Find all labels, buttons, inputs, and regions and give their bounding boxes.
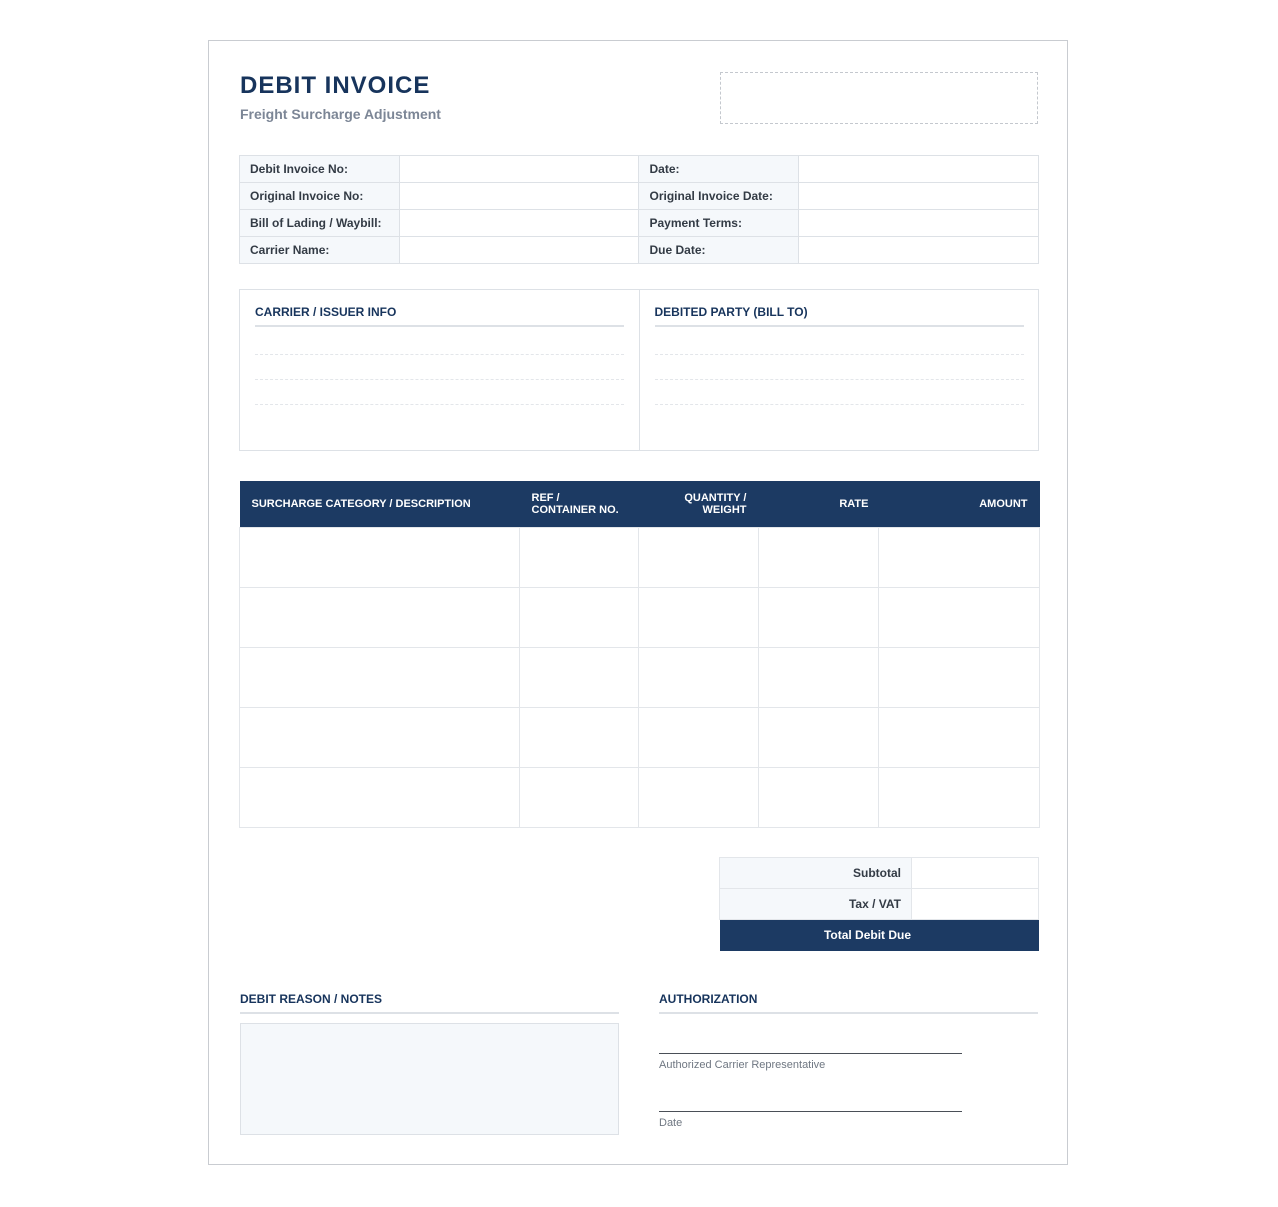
amount-cell[interactable]: [879, 527, 1040, 587]
date-label: Date:: [639, 156, 799, 183]
debited-party-heading: DEBITED PARTY (BILL TO): [655, 305, 1024, 327]
carrier-info-heading: CARRIER / ISSUER INFO: [255, 305, 624, 327]
payment-terms-label: Payment Terms:: [639, 210, 799, 237]
date-caption: Date: [659, 1117, 683, 1129]
authorization-heading: AUTHORIZATION: [659, 992, 1038, 1014]
invoice-page: [208, 40, 1068, 1165]
ref-cell[interactable]: [520, 647, 639, 707]
quantity-cell[interactable]: [639, 707, 759, 767]
items-body: [240, 527, 1040, 827]
surcharge-items-table: [239, 481, 1040, 828]
carrier-name-field[interactable]: [399, 237, 639, 264]
signature-line[interactable]: [659, 1053, 962, 1054]
debited-party-line[interactable]: [655, 404, 1024, 405]
original-invoice-no-field[interactable]: [399, 183, 639, 210]
column-header-rate: RATE: [759, 481, 879, 527]
carrier-name-label: Carrier Name:: [240, 237, 400, 264]
amount-cell[interactable]: [879, 707, 1040, 767]
notes-textarea[interactable]: [240, 1023, 619, 1135]
debited-party-line[interactable]: [655, 354, 1024, 355]
tax-label: Tax / VAT: [720, 889, 912, 920]
meta-row: [240, 183, 1039, 210]
due-date-field[interactable]: [799, 237, 1039, 264]
rate-cell[interactable]: [759, 587, 879, 647]
invoice-meta-table: [239, 155, 1039, 264]
bill-of-lading-label: Bill of Lading / Waybill:: [240, 210, 400, 237]
meta-row: [240, 210, 1039, 237]
tax-row: [720, 889, 1039, 920]
rate-cell[interactable]: [759, 647, 879, 707]
quantity-cell[interactable]: [639, 587, 759, 647]
description-cell[interactable]: [240, 647, 520, 707]
ref-cell[interactable]: [520, 767, 639, 827]
original-invoice-date-field[interactable]: [799, 183, 1039, 210]
debit-invoice-no-label: Debit Invoice No:: [240, 156, 400, 183]
original-invoice-date-label: Original Invoice Date:: [639, 183, 799, 210]
amount-cell[interactable]: [879, 767, 1040, 827]
rate-cell[interactable]: [759, 527, 879, 587]
signature-caption: Authorized Carrier Representative: [659, 1059, 826, 1071]
page-title: DEBIT INVOICE: [240, 72, 431, 99]
carrier-info-line[interactable]: [255, 354, 624, 355]
description-cell[interactable]: [240, 767, 520, 827]
ref-cell[interactable]: [520, 707, 639, 767]
quantity-cell[interactable]: [639, 767, 759, 827]
quantity-cell[interactable]: [639, 647, 759, 707]
rate-cell[interactable]: [759, 707, 879, 767]
carrier-info-line[interactable]: [255, 404, 624, 405]
carrier-info-line[interactable]: [255, 379, 624, 380]
description-cell[interactable]: [240, 587, 520, 647]
payment-terms-field[interactable]: [799, 210, 1039, 237]
quantity-cell[interactable]: [639, 527, 759, 587]
description-cell[interactable]: [240, 707, 520, 767]
rate-cell[interactable]: [759, 767, 879, 827]
subtotal-row: [720, 858, 1039, 889]
description-cell[interactable]: [240, 527, 520, 587]
date-signature-line[interactable]: [659, 1111, 962, 1112]
due-date-label: Due Date:: [639, 237, 799, 264]
ref-cell[interactable]: [520, 527, 639, 587]
meta-row: [240, 156, 1039, 183]
debited-party-panel: [639, 290, 1039, 450]
table-row: [240, 767, 1040, 827]
notes-heading: DEBIT REASON / NOTES: [240, 992, 619, 1014]
logo-placeholder[interactable]: [720, 72, 1038, 124]
table-row: [240, 647, 1040, 707]
amount-cell[interactable]: [879, 587, 1040, 647]
original-invoice-no-label: Original Invoice No:: [240, 183, 400, 210]
table-row: [240, 707, 1040, 767]
bill-of-lading-field[interactable]: [399, 210, 639, 237]
column-header-amount: AMOUNT: [879, 481, 1040, 527]
column-header-description: SURCHARGE CATEGORY / DESCRIPTION: [240, 481, 520, 527]
table-row: [240, 587, 1040, 647]
totals-table: [719, 857, 1039, 951]
carrier-info-panel: [240, 290, 639, 450]
debit-invoice-no-field[interactable]: [399, 156, 639, 183]
parties-section: [239, 289, 1039, 451]
date-field[interactable]: [799, 156, 1039, 183]
amount-cell[interactable]: [879, 647, 1040, 707]
debited-party-line[interactable]: [655, 379, 1024, 380]
subtotal-field[interactable]: [912, 858, 1039, 889]
ref-cell[interactable]: [520, 587, 639, 647]
meta-row: [240, 237, 1039, 264]
subtotal-label: Subtotal: [720, 858, 912, 889]
column-header-quantity: QUANTITY / WEIGHT: [639, 481, 759, 527]
page-subtitle: Freight Surcharge Adjustment: [240, 106, 441, 122]
total-debit-due-label: Total Debit Due: [720, 920, 1039, 951]
table-row: [240, 527, 1040, 587]
column-header-ref: REF / CONTAINER NO.: [520, 481, 639, 527]
tax-field[interactable]: [912, 889, 1039, 920]
total-row: [720, 920, 1039, 951]
items-header-row: [240, 481, 1040, 527]
